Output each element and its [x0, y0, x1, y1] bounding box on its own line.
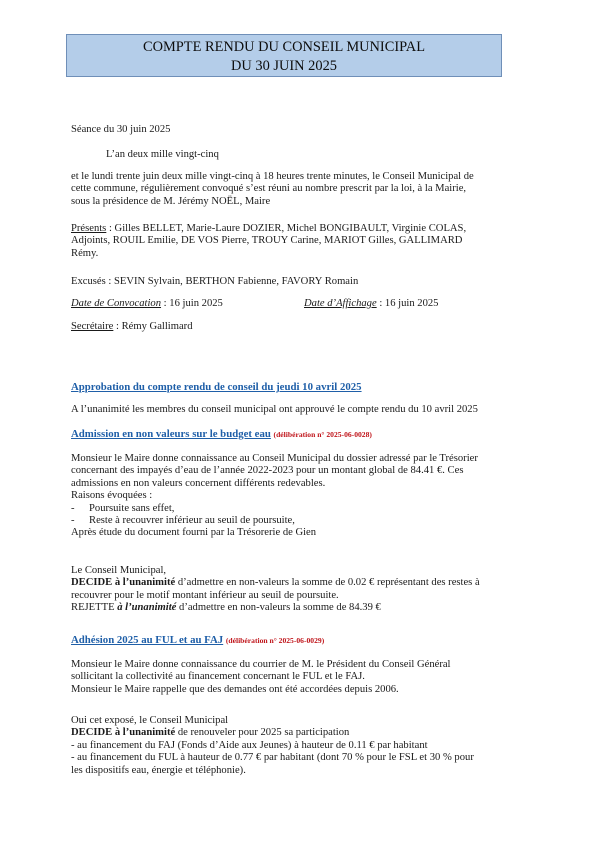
- decide-text: de renouveler pour 2025 sa participation: [175, 727, 350, 739]
- convocation-label: Date de Convocation: [71, 298, 162, 309]
- ful-line: sollicitant la collectivité au financement concernant le FUL et le FAJ.: [71, 671, 365, 683]
- affichage-date: [304, 298, 438, 310]
- convocation-date: [71, 298, 223, 310]
- secretaire-line: [71, 321, 193, 333]
- decide-text: d’admettre en non-valeurs la somme de 0.02 € représentant des restes à: [175, 577, 480, 589]
- ful-line: Monsieur le Maire rappelle que des demandes ont été accordées depuis 2006.: [71, 683, 399, 695]
- list-item: - Reste à recouvrer inférieur au seuil de poursuite,: [71, 515, 295, 527]
- presents-label: Présents: [71, 223, 107, 234]
- excuses-line: Excusés : SEVIN Sylvain, BERTHON Fabienne, FAVORY Romain: [71, 276, 359, 287]
- document-title-box: [66, 34, 502, 77]
- affichage-label: Date d’Affichage: [304, 298, 377, 309]
- rejette-word: REJETTE: [71, 602, 118, 614]
- approbation-text: A l’unanimité les membres du conseil municipal ont approuvé le compte rendu du 10 avril 2025: [71, 404, 478, 415]
- decide-emphasis: DECIDE à l’unanimité: [71, 577, 176, 589]
- decision-block-ful: [71, 715, 511, 777]
- deliberation-number: (délibération n° 2025-06-0029): [225, 636, 325, 645]
- admission-line: admissions en non valeurs concernent différents redevables.: [71, 477, 326, 489]
- admission-line: Raisons évoquées :: [71, 490, 153, 502]
- intro-paragraph: [71, 171, 511, 208]
- financement-line: les dispositifs eau, énergie et téléphonie).: [71, 764, 246, 776]
- section-heading-admission-row: [71, 428, 372, 441]
- list-item-text: Reste à recouvrer inférieur au seuil de poursuite,: [89, 515, 295, 527]
- financement-line: - au financement du FUL à hauteur de 0.77 € par habitant (dont 70 % pour le FSL et 30 % pour: [71, 752, 474, 764]
- admission-line: Monsieur le Maire donne connaissance au Conseil Municipal du dossier adressé par le Trésorier: [71, 453, 478, 464]
- secretaire-value: : Rémy Gallimard: [113, 321, 193, 332]
- convocation-value: : 16 juin 2025: [161, 298, 223, 309]
- affichage-value: : 16 juin 2025: [376, 298, 439, 309]
- deliberation-number: (délibération n° 2025-06-0028): [273, 430, 372, 439]
- section-heading-ful-row: [71, 634, 324, 647]
- rejette-text: d’admettre en non-valeurs la somme de 84.39 €: [176, 602, 381, 614]
- presents-line-2: Adjoints, ROUIL Emilie, DE VOS Pierre, TROUY Carine, MARIOT Gilles, GALLIMARD: [71, 235, 463, 247]
- financement-line: - au financement du FAJ (Fonds d’Aide aux Jeunes) à hauteur de 0.11 € par habitant: [71, 739, 428, 751]
- apres-etude-line: Après étude du document fourni par la Trésorerie de Gien: [71, 527, 317, 539]
- presents-line-1: : Gilles BELLET, Marie-Laure DOZIER, Michel BONGIBAULT, Virginie COLAS,: [106, 223, 467, 234]
- section-heading-ful: Adhésion 2025 au FUL et au FAJ: [71, 634, 224, 646]
- section-heading-admission: Admission en non valeurs sur le budget eau: [71, 428, 271, 440]
- intro-line: cette commune, régulièrement convoqué s’est réuni au nombre prescrit par la loi, à la Mairie,: [71, 183, 467, 195]
- admission-line: concernant des impayés d’eau de l’année 2022-2023 pour un montant global de 84.41 €. Ces: [71, 465, 464, 477]
- ful-line: Monsieur le Maire donne connaissance du courrier de M. le Président du Conseil Général: [71, 659, 451, 670]
- title-line-1: COMPTE RENDU DU CONSEIL MUNICIPAL: [143, 39, 425, 55]
- presents-line-3: Rémy.: [71, 247, 99, 259]
- intro-line: et le lundi trente juin deux mille vingt-cinq à 18 heures trente minutes, le Conseil Municipal de: [71, 171, 474, 182]
- year-line: L’an deux mille vingt-cinq: [106, 149, 219, 160]
- rejette-emphasis: à l’unanimité: [117, 602, 177, 614]
- seance-date: Séance du 30 juin 2025: [71, 124, 171, 135]
- decision-block-admission: [71, 565, 511, 615]
- intro-line: sous la présidence de M. Jérémy NOËL, Maire: [71, 195, 271, 207]
- list-item: - Poursuite sans effet,: [71, 502, 175, 514]
- decide-emphasis: DECIDE à l’unanimité: [71, 727, 176, 739]
- admission-paragraph: [71, 453, 511, 540]
- title-line-2: DU 30 JUIN 2025: [231, 58, 337, 74]
- section-heading-approbation: Approbation du compte rendu de conseil du jeudi 10 avril 2025: [71, 381, 362, 393]
- oui-line: Oui cet exposé, le Conseil Municipal: [71, 715, 229, 726]
- presents-paragraph: [71, 223, 511, 260]
- ful-paragraph: [71, 659, 511, 696]
- secretaire-label: Secrétaire: [71, 321, 114, 332]
- conseil-line: Le Conseil Municipal,: [71, 565, 167, 576]
- list-item-text: Poursuite sans effet,: [89, 502, 175, 514]
- decide-text-line-2: recouvrer pour le motif montant inférieur au seuil de poursuite.: [71, 589, 339, 601]
